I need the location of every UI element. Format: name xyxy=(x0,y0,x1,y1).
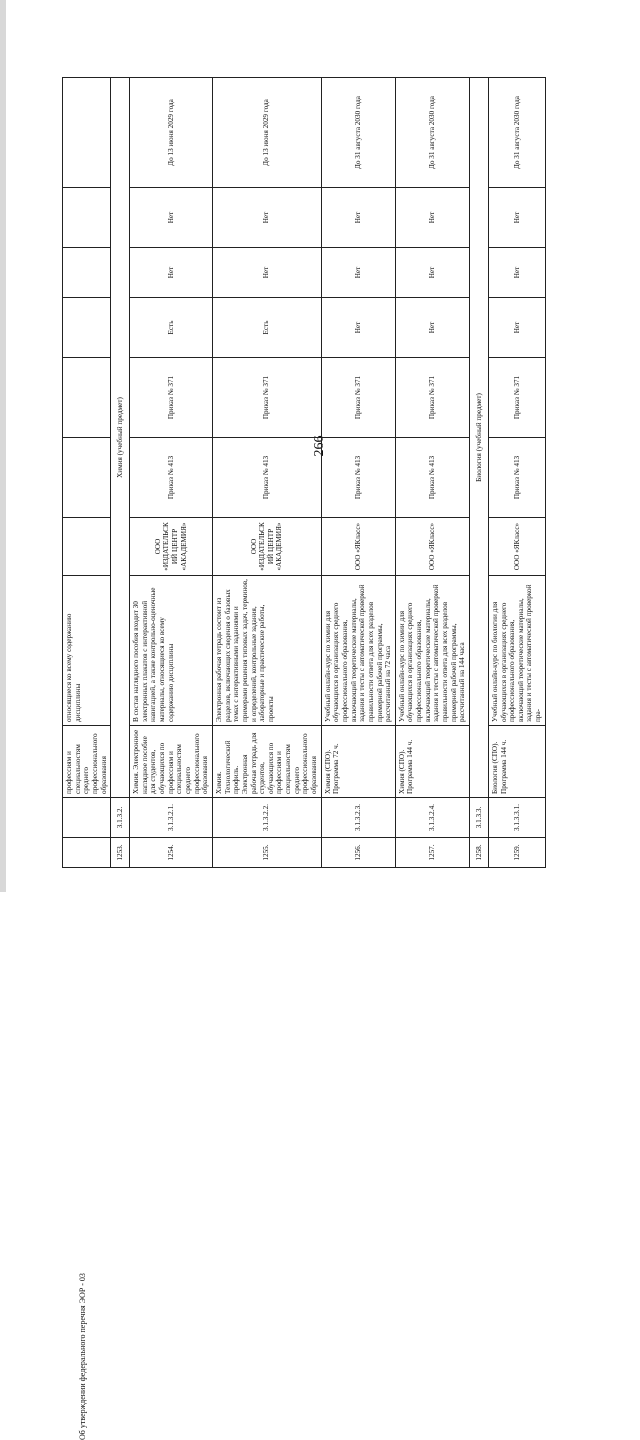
row-desc: В состав наглядного пособия входит 30 электронных плакатов с интерактивной навигацией, а также контрольно-оценочные материалы, относящиеся ко всему содержанию дисциплины xyxy=(130,576,213,726)
section-title: Биология (учебный предмет) xyxy=(469,78,488,798)
row-name: Химия (СПО). Программа 144 ч. xyxy=(395,726,469,798)
row-f3: Нет xyxy=(212,188,321,248)
row-name: Химия. Электронное наглядное пособие для студентов, обучающихся по профессиям и специальностям среднего профессионального образования xyxy=(130,726,213,798)
header-order1 xyxy=(63,438,111,518)
table-header-row xyxy=(63,78,111,868)
header-num xyxy=(63,838,111,868)
row-f2: Нет xyxy=(395,248,469,298)
row-num: 1254. xyxy=(130,838,213,868)
row-num: 1259. xyxy=(488,838,545,868)
table-row xyxy=(395,78,469,868)
document-footer: Об утверждении федерального перечня ЭОР - 03 xyxy=(78,1273,87,1440)
row-order2: Приказ № 371 xyxy=(130,358,213,438)
row-org: ООО «ЯКласс» xyxy=(488,518,545,576)
header-order2 xyxy=(63,358,111,438)
section-title: Химия (учебный предмет) xyxy=(111,78,130,798)
row-date: До 13 июня 2029 года xyxy=(130,78,213,188)
row-date: До 31 августа 2030 года xyxy=(488,78,545,188)
row-f2: Нет xyxy=(130,248,213,298)
row-date: До 31 августа 2030 года xyxy=(395,78,469,188)
row-desc: Учебный онлайн-курс по химии для обучающихся в организациях среднего профессионального образования, включающий теоретические материалы, задания и тесты с автоматической проверкой правильности ответа для всех разделов примерной рабочей программы, рассчитанный на 72 часа xyxy=(321,576,395,726)
row-f3: Нет xyxy=(395,188,469,248)
row-f1: Нет xyxy=(488,298,545,358)
row-code: 3.1.3.3.1. xyxy=(488,798,545,838)
row-org: ООО «ЯКласс» xyxy=(395,518,469,576)
header-date xyxy=(63,78,111,188)
row-f1: Есть xyxy=(130,298,213,358)
row-org: ООО «ЯКласс» xyxy=(321,518,395,576)
row-order2: Приказ № 371 xyxy=(395,358,469,438)
row-code: 3.1.3.2.2. xyxy=(212,798,321,838)
row-num: 1253. xyxy=(111,838,130,868)
table-row xyxy=(488,78,545,868)
row-f3: Нет xyxy=(488,188,545,248)
rotated-table-wrapper xyxy=(62,78,582,868)
row-code: 3.1.3.3. xyxy=(469,798,488,838)
row-f2: Нет xyxy=(488,248,545,298)
row-code: 3.1.3.2.3. xyxy=(321,798,395,838)
row-order1: Приказ № 413 xyxy=(488,438,545,518)
row-f3: Нет xyxy=(130,188,213,248)
row-f2: Нет xyxy=(321,248,395,298)
row-f2: Нет xyxy=(212,248,321,298)
row-order2: Приказ № 371 xyxy=(321,358,395,438)
row-f3: Нет xyxy=(321,188,395,248)
row-num: 1257. xyxy=(395,838,469,868)
section-row-biology xyxy=(469,78,488,868)
header-org xyxy=(63,518,111,576)
row-desc: Электронная рабочая тетрадь состоит из разделов, включающих сведения о базовых темах с интерактивными заданиями и примерами решения типовых задач, терминов, и определений, контрольные задания, лабораторные и практические работы, проекты xyxy=(212,576,321,726)
eor-table xyxy=(62,77,546,868)
row-f1: Нет xyxy=(321,298,395,358)
row-code: 3.1.3.2.4. xyxy=(395,798,469,838)
row-order1: Приказ № 413 xyxy=(321,438,395,518)
row-code: 3.1.3.2.1. xyxy=(130,798,213,838)
row-num: 1255. xyxy=(212,838,321,868)
row-desc: Учебный онлайн-курс по химии для обучающихся в организациях среднего профессионального образования, включающий теоретические материалы, задания и тесты с автоматической проверкой правильности ответа для всех разделов примерной рабочей программы, рассчитанный на 144 часа xyxy=(395,576,469,726)
row-num: 1256. xyxy=(321,838,395,868)
row-org: ООО «ИЗДАТЕЛЬСКИЙ ЦЕНТР «АКАДЕМИЯ» xyxy=(130,518,213,576)
row-name: Биология (СПО). Программа 144 ч. xyxy=(488,726,545,798)
header-desc: относящиеся ко всему содержанию дисциплины xyxy=(63,576,111,726)
header-f1 xyxy=(63,298,111,358)
table-row xyxy=(321,78,395,868)
header-code xyxy=(63,798,111,838)
header-f3 xyxy=(63,188,111,248)
header-f2 xyxy=(63,248,111,298)
row-order1: Приказ № 413 xyxy=(212,438,321,518)
header-name: профессиям и специальностям среднего профессионального образования xyxy=(63,726,111,798)
row-org: ООО «ИЗДАТЕЛЬСКИЙ ЦЕНТР «АКАДЕМИЯ» xyxy=(212,518,321,576)
row-order1: Приказ № 413 xyxy=(130,438,213,518)
row-order2: Приказ № 371 xyxy=(488,358,545,438)
row-code: 3.1.3.2. xyxy=(111,798,130,838)
row-desc: Учебный онлайн-курс по биологии для обучающихся в организациях среднего профессионального образования, включающий теоретические материалы, задания и тесты с автоматической проверкой пра- xyxy=(488,576,545,726)
table-row xyxy=(130,78,213,868)
table-row xyxy=(212,78,321,868)
row-f1: Нет xyxy=(395,298,469,358)
row-order1: Приказ № 413 xyxy=(395,438,469,518)
section-row-chemistry xyxy=(111,78,130,868)
row-num: 1258. xyxy=(469,838,488,868)
row-name: Химия. Технологический профиль. Электронная рабочая тетрадь для студентов, обучающихся по профессиям и специальностям среднего профессионального образования xyxy=(212,726,321,798)
row-order2: Приказ № 371 xyxy=(212,358,321,438)
row-name: Химия (СПО). Программа 72 ч. xyxy=(321,726,395,798)
row-f1: Есть xyxy=(212,298,321,358)
table-landscape xyxy=(62,78,582,868)
row-date: До 31 августа 2030 года xyxy=(321,78,395,188)
page-number: 266 xyxy=(312,435,327,457)
row-date: До 13 июня 2029 года xyxy=(212,78,321,188)
